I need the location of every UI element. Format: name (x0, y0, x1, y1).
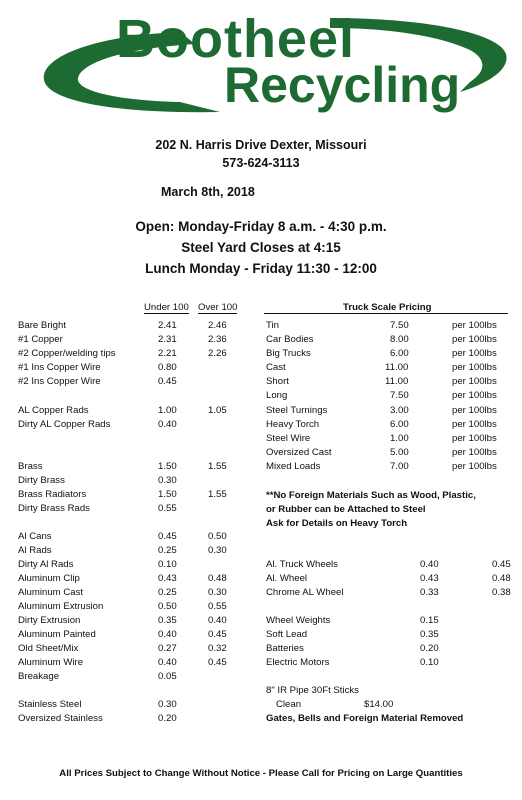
table-row-under: 0.40 (420, 559, 439, 570)
table-row-name: Old Sheet/Mix (18, 643, 79, 654)
table-row-price: 0.20 (420, 643, 439, 654)
table-row-price: 6.00 (390, 419, 409, 430)
table-row-price: 8.00 (390, 334, 409, 345)
pipe-clean-label: Clean (276, 699, 302, 710)
table-row-name: Aluminum Extrusion (18, 601, 104, 612)
table-row-name: Wheel Weights (266, 615, 331, 626)
table-row-name: Dirty Brass (18, 475, 65, 486)
table-row-name: Oversized Stainless (18, 713, 103, 724)
table-row-under: 0.45 (158, 531, 177, 542)
table-row-under: 0.30 (158, 475, 177, 486)
pipe-title: 8" IR Pipe 30Ft Sticks (266, 685, 359, 696)
table-row-unit: per 100lbs (452, 433, 497, 444)
table-row-under: 0.33 (420, 587, 439, 598)
table-row-name: #1 Ins Copper Wire (18, 362, 101, 373)
table-row-name: #2 Ins Copper Wire (18, 376, 101, 387)
table-row-under: 2.41 (158, 320, 177, 331)
table-row-name: #2 Copper/welding tips (18, 348, 116, 359)
table-row-price: 0.35 (420, 629, 439, 640)
table-row-unit: per 100lbs (452, 320, 497, 331)
table-row-name: Cast (266, 362, 286, 373)
table-row-name: Dirty Extrusion (18, 615, 81, 626)
table-row-price: 1.00 (390, 433, 409, 444)
table-row-over: 0.40 (208, 615, 227, 626)
table-row-name: Brass Radiators (18, 489, 87, 500)
table-row-name: Chrome AL Wheel (266, 587, 344, 598)
table-row-name: Al. Wheel (266, 573, 308, 584)
table-row-under: 0.40 (158, 657, 177, 668)
price-date: March 8th, 2018 (161, 185, 255, 199)
table-row-unit: per 100lbs (452, 334, 497, 345)
table-row-under: 0.43 (158, 573, 177, 584)
table-row-under: 0.40 (158, 629, 177, 640)
table-row-under: 2.31 (158, 334, 177, 345)
table-row-under: 0.50 (158, 601, 177, 612)
table-row-name: Oversized Cast (266, 447, 332, 458)
pipe-clean-price: $14.00 (364, 699, 394, 710)
table-row-over: 0.48 (492, 573, 511, 584)
pipe-note: Gates, Bells and Foreign Material Removed (266, 713, 464, 724)
table-row-under: 0.40 (158, 419, 177, 430)
table-row-name: Stainless Steel (18, 699, 82, 710)
table-row-unit: per 100lbs (452, 376, 497, 387)
table-row-name: Breakage (18, 671, 60, 682)
open-hours: Open: Monday-Friday 8 a.m. - 4:30 p.m. (135, 219, 387, 234)
table-row-under: 0.05 (158, 671, 177, 682)
table-row-under: 0.20 (158, 713, 177, 724)
table-row-over: 2.26 (208, 348, 227, 359)
table-row-price: 6.00 (390, 348, 409, 359)
table-row-under: 0.30 (158, 699, 177, 710)
table-row-price: 7.50 (390, 320, 409, 331)
logo-text-bootheel: Bootheel (116, 9, 356, 69)
table-row-name: Electric Motors (266, 657, 330, 668)
table-row-under: 0.55 (158, 503, 177, 514)
table-row-name: Aluminum Painted (18, 629, 96, 640)
table-row-name: Steel Turnings (266, 405, 328, 416)
table-row-name: Long (266, 390, 288, 401)
table-row-under: 0.25 (158, 545, 177, 556)
table-row-unit: per 100lbs (452, 447, 497, 458)
table-row-unit: per 100lbs (452, 348, 497, 359)
table-row-over: 0.45 (492, 559, 511, 570)
table-row-name: Tin (266, 320, 279, 331)
table-row-price: 3.00 (390, 405, 409, 416)
table-row-unit: per 100lbs (452, 362, 497, 373)
table-row-under: 0.25 (158, 587, 177, 598)
table-row-under: 1.50 (158, 461, 177, 472)
table-row-price: 11.00 (385, 362, 409, 373)
table-row-over: 0.30 (208, 587, 227, 598)
table-row-name: Al Cans (18, 531, 52, 542)
table-row-under: 0.43 (420, 573, 439, 584)
table-row-name: Mixed Loads (266, 461, 321, 472)
lunch-hours: Lunch Monday - Friday 11:30 - 12:00 (145, 261, 377, 276)
table-row-over: 0.55 (208, 601, 227, 612)
table-row-unit: per 100lbs (452, 390, 497, 401)
table-row-under: 0.27 (158, 643, 177, 654)
steel-yard-hours: Steel Yard Closes at 4:15 (181, 240, 341, 255)
table-row-name: Short (266, 376, 289, 387)
logo-text-recycling: Recycling (224, 57, 461, 113)
table-row-name: Aluminum Cast (18, 587, 84, 598)
truck-scale-header: Truck Scale Pricing (343, 302, 432, 313)
table-row-over: 0.30 (208, 545, 227, 556)
table-row-name: Aluminum Clip (18, 573, 80, 584)
header-under-100: Under 100 (144, 302, 189, 313)
table-row-price: 5.00 (390, 447, 409, 458)
table-row-over: 1.05 (208, 405, 227, 416)
table-row-over: 0.32 (208, 643, 227, 654)
table-row-over: 0.45 (208, 629, 227, 640)
table-row-over: 0.48 (208, 573, 227, 584)
table-row-name: Car Bodies (266, 334, 314, 345)
table-row-price: 11.00 (385, 376, 409, 387)
table-row-over: 2.46 (208, 320, 227, 331)
table-row-over: 0.45 (208, 657, 227, 668)
truck-scale-header-rule (264, 313, 508, 314)
table-row-under: 1.00 (158, 405, 177, 416)
table-row-price: 0.15 (420, 615, 439, 626)
table-row-under: 2.21 (158, 348, 177, 359)
table-row-price: 7.50 (390, 390, 409, 401)
table-row-under: 0.80 (158, 362, 177, 373)
table-row-name: Dirty Brass Rads (18, 503, 90, 514)
table-row-over: 1.55 (208, 489, 227, 500)
table-row-name: Dirty AL Copper Rads (18, 419, 111, 430)
notice-line: Ask for Details on Heavy Torch (266, 518, 408, 529)
table-row-name: Bare Bright (18, 320, 66, 331)
table-row-price: 0.10 (420, 657, 439, 668)
table-row-over: 2.36 (208, 334, 227, 345)
table-row-name: Steel Wire (266, 433, 311, 444)
table-row-name: AL Copper Rads (18, 405, 89, 416)
table-row-name: Al Rads (18, 545, 52, 556)
table-row-name: Al. Truck Wheels (266, 559, 338, 570)
table-row-name: Heavy Torch (266, 419, 320, 430)
phone-number: 573-624-3113 (222, 156, 300, 170)
table-row-over: 0.50 (208, 531, 227, 542)
table-row-name: #1 Copper (18, 334, 63, 345)
table-row-unit: per 100lbs (452, 461, 497, 472)
table-row-over: 0.38 (492, 587, 511, 598)
address: 202 N. Harris Drive Dexter, Missouri (155, 138, 367, 152)
table-row-name: Batteries (266, 643, 304, 654)
table-row-name: Dirty Al Rads (18, 559, 74, 570)
table-row-name: Soft Lead (266, 629, 308, 640)
footer-disclaimer: All Prices Subject to Change Without Notice - Please Call for Pricing on Large Quantities (59, 768, 463, 779)
table-row-under: 0.35 (158, 615, 177, 626)
table-row-name: Big Trucks (266, 348, 311, 359)
table-row-price: 7.00 (390, 461, 409, 472)
table-row-name: Brass (18, 461, 43, 472)
table-row-under: 1.50 (158, 489, 177, 500)
table-row-over: 1.55 (208, 461, 227, 472)
company-logo (30, 6, 510, 118)
table-row-name: Aluminum Wire (18, 657, 84, 668)
table-row-under: 0.45 (158, 376, 177, 387)
table-row-unit: per 100lbs (452, 405, 497, 416)
notice-line: or Rubber can be Attached to Steel (266, 504, 426, 515)
table-row-under: 0.10 (158, 559, 177, 570)
header-over-100: Over 100 (198, 302, 238, 313)
table-row-unit: per 100lbs (452, 419, 497, 430)
notice-line: **No Foreign Materials Such as Wood, Plastic, (266, 490, 476, 501)
